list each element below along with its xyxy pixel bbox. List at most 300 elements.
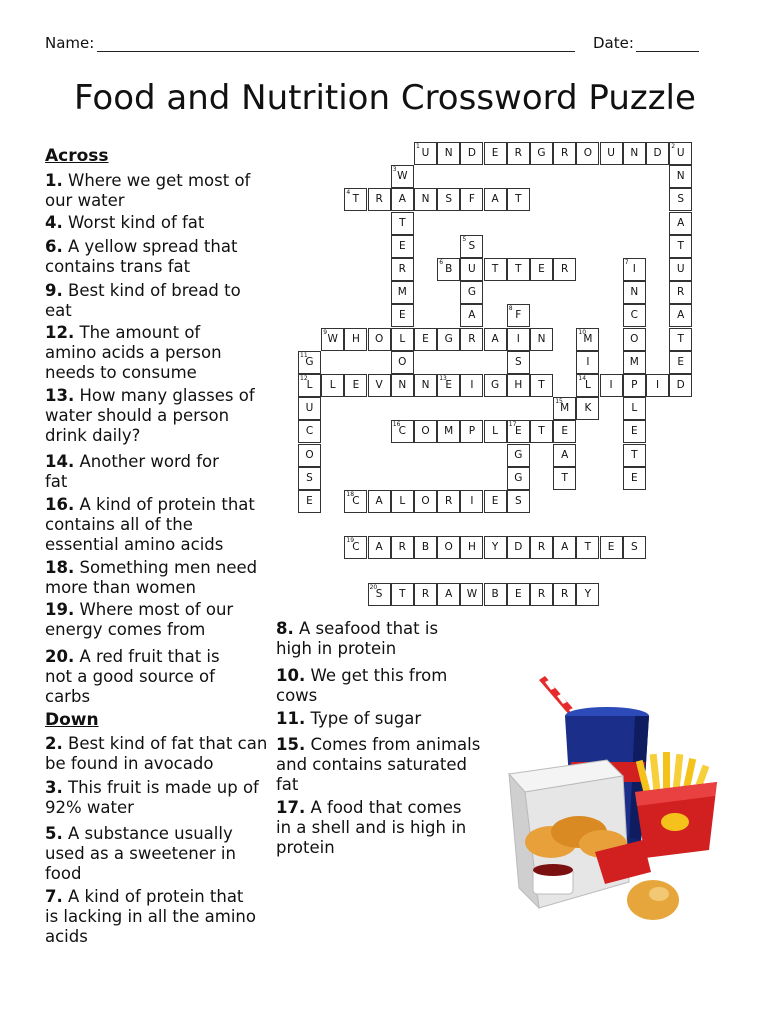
cell-letter: F [515, 309, 522, 322]
cell-letter: G [514, 448, 523, 461]
clue-number: 17 [508, 421, 517, 429]
grid-cell[interactable] [623, 328, 646, 351]
grid-cell[interactable] [391, 258, 414, 281]
clue-down-2: 2. Best kind of fat that can be found in avocado [45, 734, 268, 773]
grid-cell[interactable] [623, 304, 646, 327]
cell-letter: S [468, 239, 476, 252]
grid-cell[interactable] [298, 397, 321, 420]
cell-letter: W [466, 587, 478, 600]
grid-cell[interactable] [507, 328, 530, 351]
grid-cell[interactable] [623, 397, 646, 420]
grid-cell[interactable] [576, 142, 599, 165]
grid-cell[interactable] [530, 420, 553, 443]
grid-cell[interactable] [437, 328, 460, 351]
cell-letter: C [630, 309, 638, 322]
clue-across-19: 19. Where most of our energy comes from [45, 600, 234, 639]
cell-letter: D [676, 379, 685, 391]
grid-cell[interactable] [391, 235, 414, 258]
cell-letter: O [305, 448, 314, 461]
grid-cell[interactable] [507, 351, 530, 374]
grid-cell[interactable] [298, 374, 321, 397]
clue-number: 15 [555, 398, 563, 406]
clue-number: 13 [439, 375, 447, 382]
grid-cell[interactable] [414, 142, 437, 165]
cell-letter: R [561, 147, 569, 159]
clue-number: 3 [392, 166, 397, 174]
grid-cell[interactable] [553, 258, 576, 281]
cell-letter: T [515, 263, 522, 275]
name-label: Name: [45, 34, 95, 52]
cell-letter: A [561, 541, 569, 554]
grid-cell[interactable] [368, 490, 391, 513]
grid-cell[interactable] [553, 536, 576, 559]
grid-cell[interactable] [437, 420, 460, 443]
grid-cell[interactable] [368, 328, 391, 351]
clue-number: 2 [671, 143, 676, 150]
grid-cell[interactable] [669, 212, 692, 235]
cell-letter: O [630, 332, 639, 345]
cell-letter: E [422, 332, 429, 345]
clue-number: 7 [624, 259, 629, 266]
grid-cell[interactable] [576, 583, 599, 606]
name-blank-line[interactable] [97, 51, 575, 52]
grid-cell[interactable] [507, 258, 530, 281]
grid-cell[interactable] [484, 258, 507, 281]
clue-number: 19 [346, 537, 355, 545]
grid-cell[interactable] [623, 142, 646, 165]
cell-letter: M [629, 355, 639, 368]
grid-cell[interactable] [414, 583, 437, 606]
clue-number: 5 [462, 235, 467, 243]
cell-letter: U [676, 147, 685, 159]
grid-cell[interactable] [437, 258, 460, 281]
cell-letter: S [630, 541, 638, 554]
grid-cell[interactable] [669, 188, 692, 211]
grid-cell[interactable] [553, 467, 576, 490]
clue-number: 8 [508, 305, 513, 313]
clue-across-4: 4. Worst kind of fat [45, 213, 205, 232]
grid-cell[interactable] [669, 258, 692, 281]
grid-cell[interactable] [576, 328, 599, 351]
cell-letter: T [677, 332, 684, 345]
cell-letter: E [607, 541, 615, 554]
cell-letter: W [327, 332, 338, 345]
grid-cell[interactable] [530, 142, 553, 165]
cell-letter: G [514, 471, 523, 484]
grid-cell[interactable] [321, 328, 344, 351]
cell-letter: E [306, 495, 313, 507]
clue-number: 20 [369, 583, 378, 591]
cell-letter: N [444, 147, 453, 159]
grid-cell[interactable] [669, 142, 692, 165]
cell-letter: E [398, 239, 406, 252]
grid-cell[interactable] [484, 188, 507, 211]
cell-letter: N [630, 286, 639, 299]
cell-letter: O [421, 425, 430, 438]
cell-letter: G [537, 147, 546, 159]
grid-cell[interactable] [391, 490, 414, 513]
cell-letter: L [306, 379, 313, 391]
grid-cell[interactable] [507, 420, 530, 443]
grid-cell[interactable] [576, 536, 599, 559]
grid-cell[interactable] [553, 420, 576, 443]
clue-across-6: 6. A yellow spread that contains trans fat [45, 237, 238, 276]
grid-cell[interactable] [669, 165, 692, 188]
grid-cell[interactable] [623, 258, 646, 281]
cell-letter: R [468, 332, 476, 345]
cell-letter: M [560, 402, 570, 415]
grid-cell[interactable] [669, 235, 692, 258]
grid-cell[interactable] [530, 374, 553, 397]
grid-cell[interactable] [344, 328, 367, 351]
grid-cell[interactable] [623, 374, 646, 397]
cell-letter: E [445, 379, 452, 391]
cell-letter: L [492, 425, 499, 438]
down-heading: Down [45, 710, 99, 730]
grid-cell[interactable] [391, 583, 414, 606]
cell-letter: A [398, 193, 406, 206]
clue-number: 18 [346, 491, 355, 498]
cookie-icon [627, 880, 679, 920]
grid-cell[interactable] [460, 420, 483, 443]
cell-letter: A [677, 216, 685, 229]
cell-letter: B [421, 541, 430, 554]
grid-cell[interactable] [484, 142, 507, 165]
grid-cell[interactable] [530, 536, 553, 559]
cell-letter: S [306, 471, 313, 484]
clue-across-20: 20. A red fruit that is not a good source of carbs [45, 647, 220, 706]
grid-cell[interactable] [507, 142, 530, 165]
cell-letter: G [444, 332, 453, 345]
clue-down-5: 5. A substance usually used as a sweetener in food [45, 824, 236, 883]
cell-letter: L [584, 379, 591, 391]
grid-cell[interactable] [460, 490, 483, 513]
clue-across-12: 12. The amount of amino acids a person needs to consume [45, 323, 222, 382]
cell-letter: G [491, 379, 500, 391]
grid-cell[interactable] [553, 444, 576, 467]
grid-cell[interactable] [298, 444, 321, 467]
clue-across-1: 1. Where we get most of our water [45, 171, 251, 210]
date-label: Date: [593, 34, 634, 52]
cell-letter: U [607, 147, 615, 159]
grid-cell[interactable] [484, 583, 507, 606]
grid-cell[interactable] [391, 536, 414, 559]
clue-down-7: 7. A kind of protein that is lacking in all the amino acids [45, 887, 256, 946]
grid-cell[interactable] [391, 212, 414, 235]
grid-cell[interactable] [484, 328, 507, 351]
cell-letter: F [468, 193, 475, 206]
grid-cell[interactable] [391, 351, 414, 374]
grid-cell[interactable] [507, 188, 530, 211]
cell-letter: T [399, 587, 406, 600]
cell-letter: P [468, 425, 476, 438]
cell-letter: R [561, 263, 569, 275]
cell-letter: D [514, 541, 523, 554]
cell-letter: I [655, 379, 660, 391]
cell-letter: T [631, 448, 638, 461]
cell-letter: G [305, 355, 314, 368]
cell-letter: H [514, 379, 523, 391]
cell-letter: K [584, 402, 592, 415]
cell-letter: N [630, 147, 639, 159]
cell-letter: Y [584, 587, 592, 600]
cell-letter: E [514, 587, 522, 600]
cell-letter: O [398, 355, 407, 368]
cell-letter: S [677, 193, 685, 206]
grid-cell[interactable] [507, 583, 530, 606]
grid-cell[interactable] [623, 420, 646, 443]
cell-letter: C [352, 541, 360, 554]
grid-cell[interactable] [600, 142, 623, 165]
grid-cell[interactable] [669, 281, 692, 304]
grid-cell[interactable] [507, 536, 530, 559]
grid-cell[interactable] [437, 142, 460, 165]
grid-cell[interactable] [414, 536, 437, 559]
cell-letter: A [445, 587, 453, 600]
grid-cell[interactable] [391, 188, 414, 211]
cell-letter: L [329, 379, 336, 391]
grid-cell[interactable] [414, 490, 437, 513]
cell-letter: G [467, 286, 476, 299]
cell-letter: T [515, 193, 522, 206]
clue-number: 6 [439, 259, 444, 266]
grid-cell[interactable] [484, 420, 507, 443]
clue-number: 4 [346, 189, 351, 197]
cell-letter: T [538, 379, 545, 391]
grid-cell[interactable] [507, 304, 530, 327]
cell-letter: R [537, 541, 546, 554]
cell-letter: E [561, 425, 568, 438]
cell-letter: E [677, 355, 684, 368]
cell-letter: R [375, 193, 383, 206]
cell-letter: H [467, 541, 476, 554]
cell-letter: L [631, 402, 638, 415]
cell-letter: O [374, 332, 384, 345]
cell-letter: C [398, 425, 406, 438]
cell-letter: R [561, 587, 569, 600]
grid-cell[interactable] [460, 374, 483, 397]
grid-cell[interactable] [298, 351, 321, 374]
cell-letter: S [514, 495, 522, 507]
grid-cell[interactable] [391, 374, 414, 397]
grid-cell[interactable] [437, 583, 460, 606]
cell-letter: U [468, 263, 476, 275]
grid-cell[interactable] [600, 536, 623, 559]
grid-cell[interactable] [507, 444, 530, 467]
cell-letter: E [491, 495, 499, 507]
grid-cell[interactable] [460, 188, 483, 211]
grid-cell[interactable] [391, 165, 414, 188]
grid-cell[interactable] [507, 467, 530, 490]
fries-icon [635, 752, 717, 858]
grid-cell[interactable] [460, 583, 483, 606]
cell-letter: I [586, 355, 590, 368]
cell-letter: R [677, 286, 685, 299]
cell-letter: T [584, 541, 592, 554]
grid-cell[interactable] [368, 374, 391, 397]
grid-cell[interactable] [437, 374, 460, 397]
cell-letter: S [445, 193, 453, 206]
cell-letter: E [538, 263, 545, 275]
fast-food-illustration [495, 672, 735, 932]
cell-letter: I [516, 332, 520, 345]
cell-letter: C [352, 495, 360, 507]
cell-letter: O [583, 147, 593, 159]
cell-letter: T [538, 425, 545, 438]
grid-cell[interactable] [298, 490, 321, 513]
grid-cell[interactable] [576, 351, 599, 374]
cell-letter: H [351, 332, 360, 345]
cell-letter: T [491, 263, 499, 275]
grid-cell[interactable] [530, 583, 553, 606]
grid-cell[interactable] [460, 258, 483, 281]
grid-cell[interactable] [576, 374, 599, 397]
grid-cell[interactable] [321, 374, 344, 397]
grid-cell[interactable] [623, 351, 646, 374]
grid-cell[interactable] [460, 328, 483, 351]
clue-down-10: 10. We get this from cows [276, 666, 448, 705]
cell-letter: N [421, 193, 430, 206]
grid-cell[interactable] [391, 420, 414, 443]
grid-cell[interactable] [669, 304, 692, 327]
grid-cell[interactable] [553, 583, 576, 606]
cell-letter: I [470, 495, 474, 507]
cell-letter: I [470, 379, 474, 391]
grid-cell[interactable] [298, 420, 321, 443]
grid-cell[interactable] [530, 258, 553, 281]
grid-cell[interactable] [460, 235, 483, 258]
grid-cell[interactable] [368, 188, 391, 211]
cell-letter: S [514, 355, 522, 368]
cell-letter: A [677, 309, 685, 322]
grid-cell[interactable] [530, 328, 553, 351]
clue-down-11: 11. Type of sugar [276, 709, 422, 728]
cell-letter: A [491, 193, 499, 206]
cell-letter: P [631, 379, 638, 391]
grid-cell[interactable] [414, 374, 437, 397]
cell-letter: T [677, 239, 684, 252]
grid-cell[interactable] [344, 188, 367, 211]
cell-letter: M [583, 332, 593, 345]
grid-cell[interactable] [344, 490, 367, 513]
grid-cell[interactable] [507, 490, 530, 513]
grid-cell[interactable] [553, 142, 576, 165]
date-blank-line[interactable] [636, 51, 699, 52]
grid-cell[interactable] [623, 281, 646, 304]
grid-cell[interactable] [600, 374, 623, 397]
cell-letter: L [399, 332, 406, 345]
cell-letter: V [375, 379, 383, 391]
clue-number: 10 [578, 328, 587, 336]
grid-cell[interactable] [623, 444, 646, 467]
grid-cell[interactable] [460, 304, 483, 327]
grid-cell[interactable] [623, 467, 646, 490]
grid-cell[interactable] [507, 374, 530, 397]
grid-cell[interactable] [344, 374, 367, 397]
clue-down-17: 17. A food that comes in a shell and is high in protein [276, 798, 467, 857]
clue-across-18: 18. Something men need more than women [45, 558, 258, 597]
grid-cell[interactable] [391, 304, 414, 327]
grid-cell[interactable] [576, 397, 599, 420]
grid-cell[interactable] [437, 490, 460, 513]
cell-letter: N [421, 379, 430, 391]
grid-cell[interactable] [460, 536, 483, 559]
cell-letter: N [398, 379, 407, 391]
cell-letter: R [398, 263, 406, 275]
cell-letter: S [375, 587, 383, 600]
cell-letter: Y [491, 541, 499, 554]
cell-letter: U [305, 402, 314, 415]
clue-down-15: 15. Comes from animals and contains saturated fat [276, 735, 481, 794]
across-heading: Across [45, 146, 109, 166]
cell-letter: I [632, 263, 636, 275]
cell-letter: O [421, 495, 430, 507]
page-title: Food and Nutrition Crossword Puzzle [74, 78, 696, 118]
cell-letter: M [444, 425, 454, 438]
grid-cell[interactable] [414, 328, 437, 351]
clue-number: 11 [300, 351, 308, 359]
cell-letter: C [305, 425, 314, 438]
grid-cell[interactable] [414, 188, 437, 211]
clue-number: 9 [323, 328, 328, 336]
cell-letter: D [653, 147, 662, 159]
grid-cell[interactable] [298, 467, 321, 490]
grid-cell[interactable] [391, 328, 414, 351]
cell-letter: R [421, 587, 430, 600]
clue-down-8: 8. A seafood that is high in protein [276, 619, 439, 658]
grid-cell[interactable] [414, 420, 437, 443]
grid-cell[interactable] [646, 374, 669, 397]
grid-cell[interactable] [460, 142, 483, 165]
clue-across-9: 9. Best kind of bread to eat [45, 281, 241, 320]
grid-cell[interactable] [669, 328, 692, 351]
grid-cell[interactable] [646, 142, 669, 165]
cell-letter: I [609, 379, 613, 391]
cell-letter: D [467, 147, 476, 159]
clue-across-13: 13. How many glasses of water should a person drink daily? [45, 386, 255, 445]
grid-cell[interactable] [460, 281, 483, 304]
cell-letter: E [398, 309, 406, 322]
grid-cell[interactable] [368, 583, 391, 606]
cell-letter: N [676, 170, 685, 183]
cell-letter: U [676, 263, 685, 275]
cell-letter: A [375, 541, 383, 554]
grid-cell[interactable] [344, 536, 367, 559]
grid-cell[interactable] [437, 536, 460, 559]
cell-letter: E [352, 379, 360, 391]
cell-letter: A [468, 309, 476, 322]
cell-letter: T [399, 216, 406, 229]
clue-down-3: 3. This fruit is made up of 92% water [45, 778, 259, 817]
cell-letter: R [514, 147, 522, 159]
cell-letter: A [491, 332, 499, 345]
cell-letter: E [630, 471, 638, 484]
grid-cell[interactable] [623, 536, 646, 559]
cell-letter: E [491, 147, 499, 159]
grid-cell[interactable] [368, 536, 391, 559]
grid-cell[interactable] [484, 536, 507, 559]
grid-cell[interactable] [669, 374, 692, 397]
cell-letter: M [397, 286, 407, 299]
grid-cell[interactable] [669, 351, 692, 374]
grid-cell[interactable] [553, 397, 576, 420]
grid-cell[interactable] [391, 281, 414, 304]
clue-number: 12 [300, 375, 308, 382]
clue-across-14: 14. Another word for fat [45, 452, 219, 491]
grid-cell[interactable] [437, 188, 460, 211]
grid-cell[interactable] [484, 374, 507, 397]
grid-cell[interactable] [484, 490, 507, 513]
